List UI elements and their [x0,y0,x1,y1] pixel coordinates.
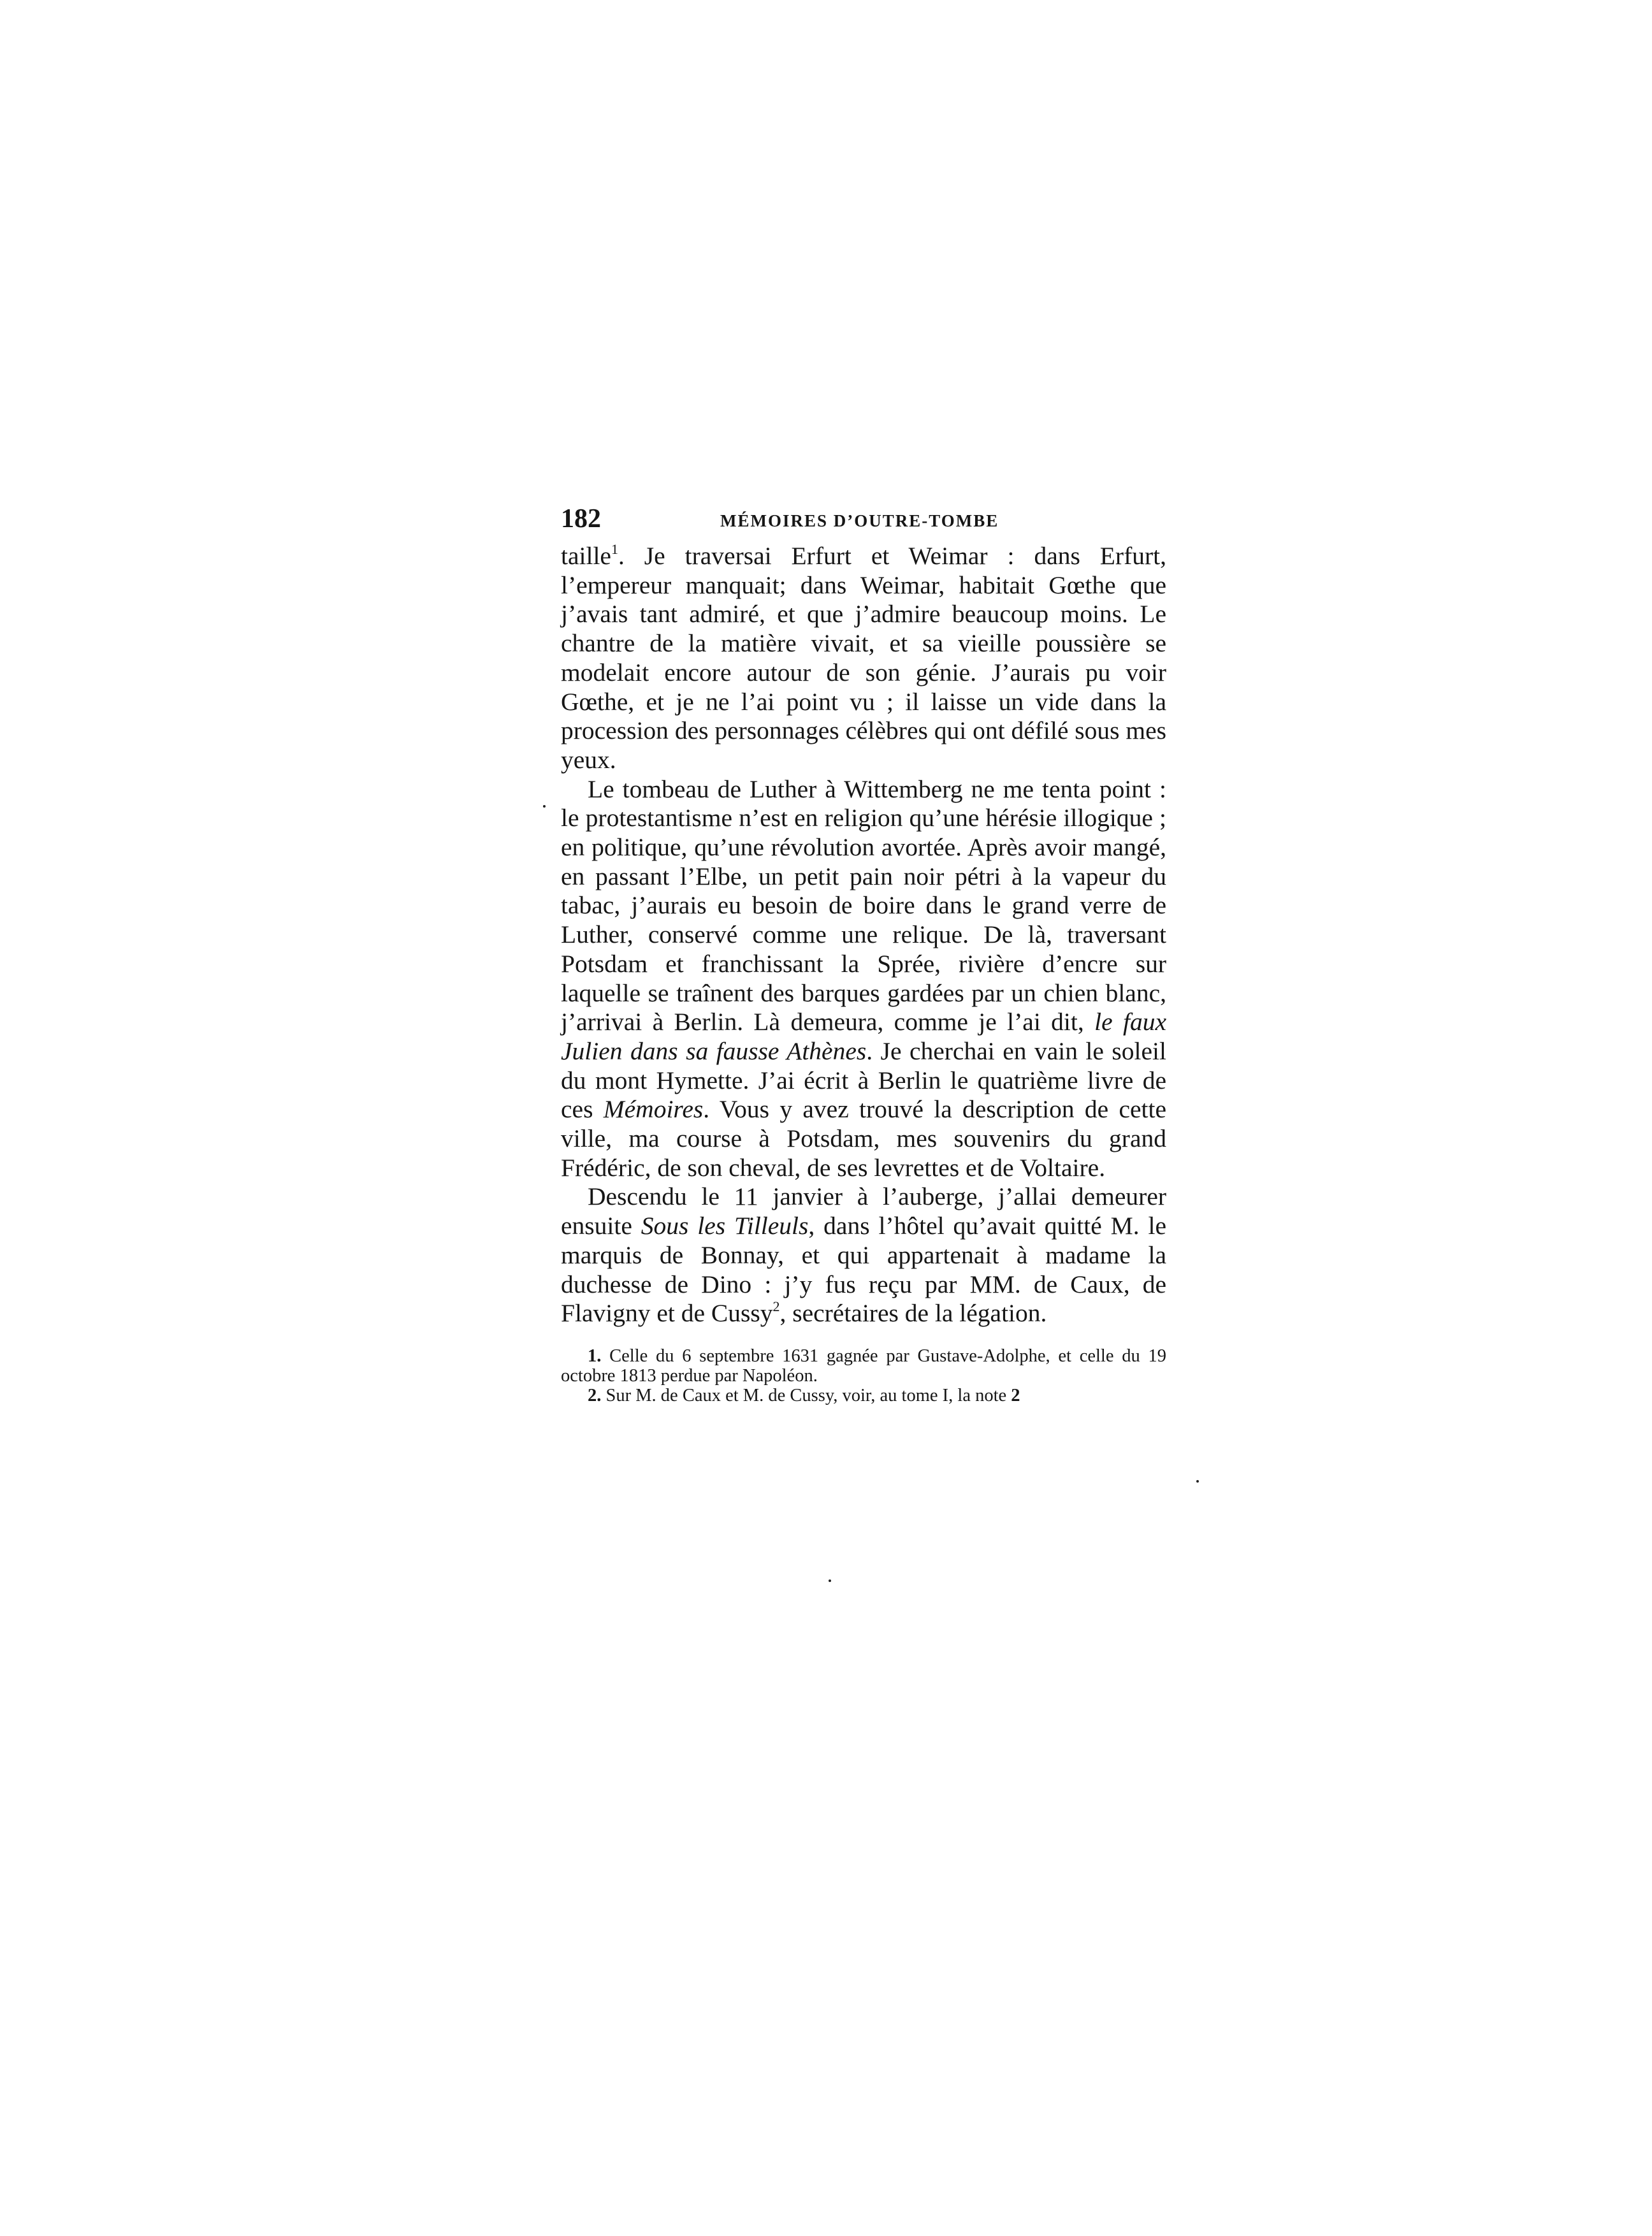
footnote-reference-1: 1 [611,541,618,557]
paragraph-1 [561,542,1166,775]
running-title: MÉMOIRES D’OUTRE-TOMBE [720,511,999,530]
text-run: . Je cherchai en vain le soleil du mont Hymette. J’ai écrit à Berlin le quatrième livre de ces [561,1036,1166,1124]
text-run: . Vous y avez trouvé la description de cette ville, ma course à Potsdam, mes souvenirs du grand Frédéric, de son cheval, de ses levrettes et de Voltaire. [561,1095,1166,1182]
italic-place-name: Sous les Tilleuls [641,1212,809,1240]
paragraph-3 [561,1182,1166,1328]
scan-speck [543,805,546,808]
footnote-text: Celle du 6 septembre 1631 gagnée par Gustave-Adolphe, et celle du 19 octobre 1813 perdue par Napoléon. [561,1346,1166,1386]
footnote-2 [561,1386,1166,1405]
footnotes [561,1346,1166,1405]
text-run: Descendu le 11 janvier à l’auberge, j’allai demeurer ensuite [561,1182,1166,1240]
page-number: 182 [561,504,601,534]
footnote-number: 2. [588,1385,602,1405]
footnote-text: Sur M. de Caux et M. de Cussy, voir, au tome I, la note [605,1385,1011,1405]
italic-quotation: le faux Julien dans sa fausse Athènes [561,1008,1167,1065]
footnote-1 [561,1346,1166,1386]
text-run: Le tombeau de Luther à Wittemberg ne me tenta point : le protestantisme n’est en religion qu’une hérésie illogique ; en politique, qu’une révolution avortée. Après avoir mangé, en passant l’Elbe, un petit pain noir pétri à la vapeur du tabac, j’aurais eu besoin de boire dans le grand verre de Luther, conservé comme une relique. De là, traversant Potsdam et franchissant la Sprée, rivière d’encre sur laquelle se traînent des barques gardées par un chien blanc, j’arrivai à Berlin. Là demeura, comme je l’ai dit, [561,774,1166,1036]
text-run: , secrétaires de la légation. [779,1299,1047,1328]
page-content [561,504,1166,1405]
paragraph-2 [561,775,1166,1183]
scan-speck [829,1579,831,1582]
italic-title: Mémoires [603,1095,704,1124]
text-run: taille [561,542,611,570]
footnote-number: 1. [588,1346,602,1366]
body-text [561,542,1166,1328]
scan-speck [1196,1480,1199,1483]
footnote-note-marker: 2 [1011,1385,1020,1405]
running-header [561,504,1166,537]
text-run: , dans l’hôtel qu’avait quitté M. le marquis de Bonnay, et qui appartenait à madame la duchesse de Dino : j’y fus reçu par MM. de Caux, de Flavigny et de Cussy [561,1212,1167,1328]
text-run: . Je traversai Erfurt et Weimar : dans Erfurt, l’empereur manquait; dans Weimar, habitait Gœthe que j’avais tant admiré, et que j’admire beaucoup moins. Le chantre de la matière vivait, et sa vieille poussière se modelait encore autour de son génie. J’aurais pu voir Gœthe, et je ne l’ai point vu ; il laisse un vide dans la procession des personnages célèbres qui ont défilé sous mes yeux. [561,542,1166,774]
footnote-reference-2: 2 [772,1298,780,1315]
